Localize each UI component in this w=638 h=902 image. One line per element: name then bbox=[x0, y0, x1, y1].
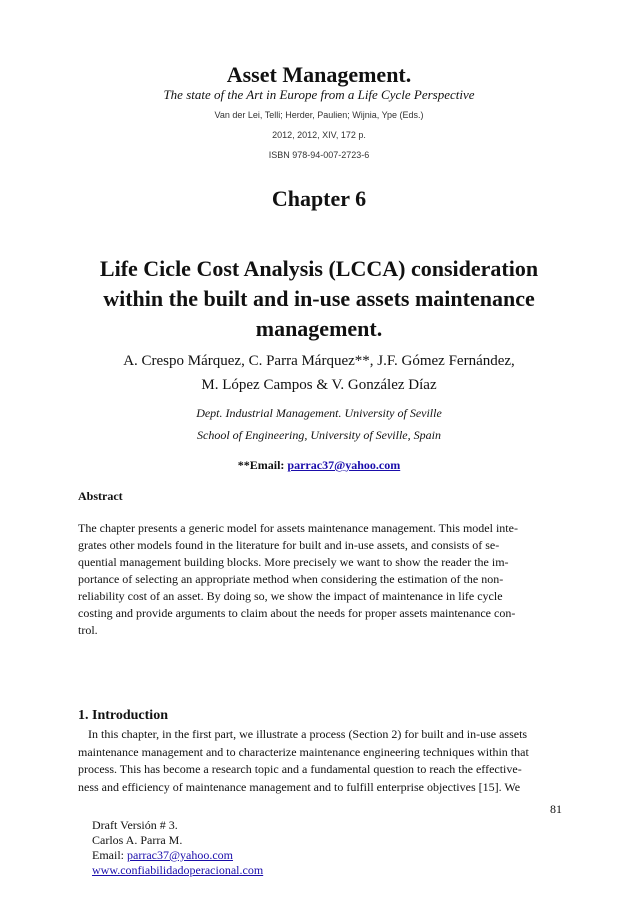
footer bbox=[92, 818, 263, 878]
authors-line: M. López Campos & V. González Díaz bbox=[201, 377, 437, 393]
abstract-body bbox=[78, 520, 562, 639]
abstract-line: costing and provide arguments to claim about the needs for proper assets maintenance con- bbox=[78, 606, 516, 620]
introduction-line: maintenance management and to characterize maintenance engineering techniques within that bbox=[78, 744, 529, 759]
book-title: Asset Management. bbox=[226, 62, 412, 87]
introduction-heading: 1. Introduction bbox=[78, 708, 168, 723]
authors-line: A. Crespo Márquez, C. Parra Márquez**, J.F. Gómez Fernández, bbox=[123, 353, 515, 369]
abstract-line: trol. bbox=[78, 623, 98, 637]
footer-draft: Draft Versión # 3. bbox=[92, 818, 178, 832]
introduction-body bbox=[78, 726, 562, 796]
footer-email-link[interactable]: parrac37@yahoo.com bbox=[127, 848, 234, 862]
author-list bbox=[0, 349, 638, 397]
footer-author: Carlos A. Parra M. bbox=[92, 833, 183, 847]
contact-email bbox=[0, 458, 638, 473]
contact-email-link[interactable]: parrac37@yahoo.com bbox=[287, 458, 401, 472]
affiliation-line: School of Engineering, University of Seville, Spain bbox=[197, 428, 441, 442]
contact-email-label: **Email: bbox=[237, 458, 288, 472]
abstract-line: quential management building blocks. More precisely we want to show the reader the im- bbox=[78, 555, 509, 569]
title-line: Life Cicle Cost Analysis (LCCA) consideration bbox=[99, 256, 539, 281]
abstract-heading: Abstract bbox=[78, 489, 123, 503]
footer-email-label: Email: bbox=[92, 848, 127, 862]
chapter-label: Chapter 6 bbox=[271, 186, 367, 211]
abstract-line: portance of selecting an appropriate method when considering the estimation of the non- bbox=[78, 572, 504, 586]
book-editors: Van der Lei, Telli; Herder, Paulien; Wijnia, Ype (Eds.) bbox=[214, 110, 424, 120]
introduction-line: process. This has become a research topic and a fundamental question to reach the effective- bbox=[78, 762, 522, 776]
introduction-line: ness and efficiency of maintenance management and to fulfill enterprise objectives [15]. We bbox=[78, 779, 521, 794]
footer-website bbox=[92, 863, 263, 878]
affiliation-line: Dept. Industrial Management. University of Seville bbox=[196, 406, 442, 420]
abstract-line: The chapter presents a generic model for assets maintenance management. This model inte- bbox=[78, 521, 518, 535]
book-publication-info: 2012, 2012, XIV, 172 p. bbox=[272, 130, 366, 140]
footer-website-link[interactable]: www.confiabilidadoperacional.com bbox=[92, 863, 264, 877]
abstract-line: reliability cost of an asset. By doing so, we show the impact of maintenance in life cycle bbox=[78, 589, 503, 603]
footer-email bbox=[92, 848, 263, 863]
title-line: within the built and in-use assets maintenance bbox=[103, 286, 535, 311]
abstract-line: grates other models found in the literature for built and in-use assets, and consists of se- bbox=[78, 538, 500, 552]
book-subtitle: The state of the Art in Europe from a Life Cycle Perspective bbox=[163, 87, 475, 102]
page-number: 81 bbox=[550, 802, 562, 816]
paper-title bbox=[0, 254, 638, 344]
title-line: management. bbox=[255, 316, 383, 341]
book-isbn: ISBN 978-94-007-2723-6 bbox=[268, 150, 370, 160]
introduction-line: In this chapter, in the first part, we illustrate a process (Section 2) for built and in-use assets bbox=[88, 727, 528, 741]
affiliation bbox=[0, 402, 638, 446]
